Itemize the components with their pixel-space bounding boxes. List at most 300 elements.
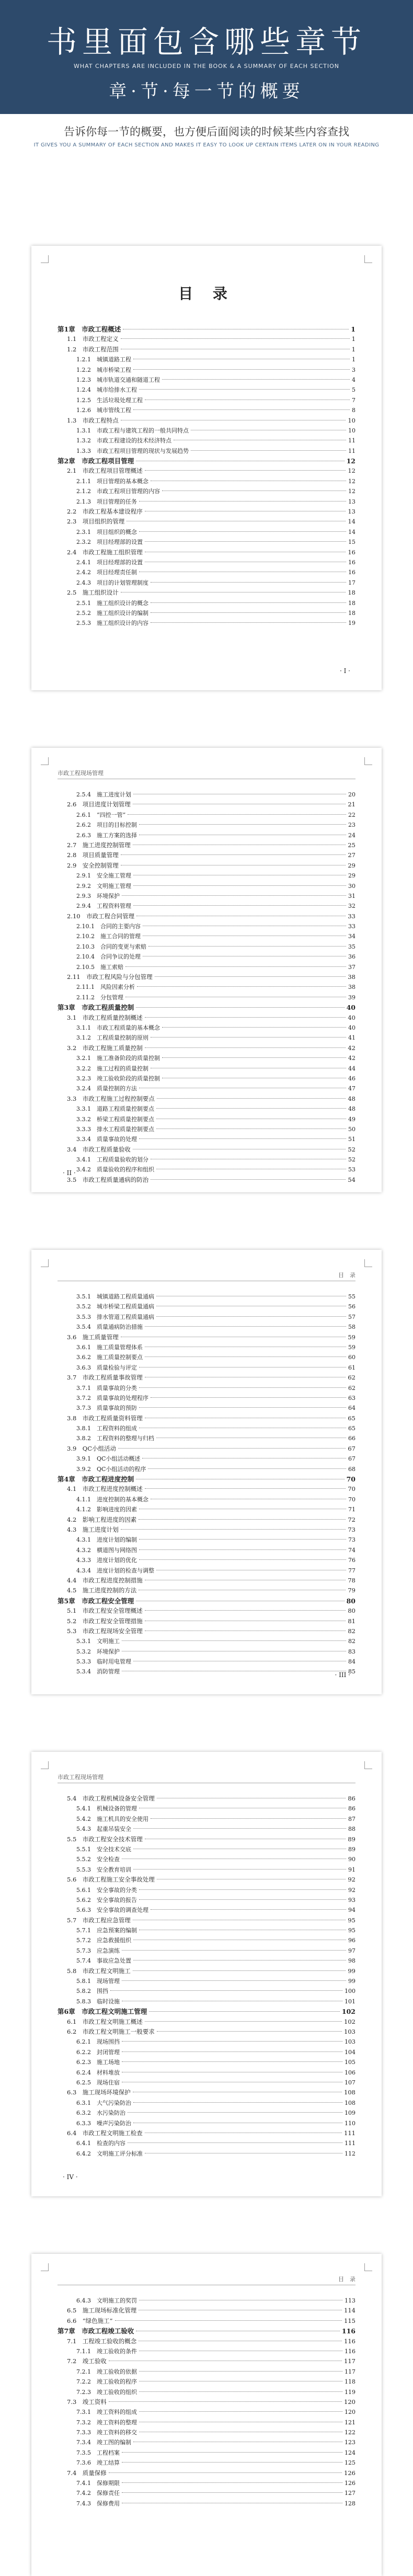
leader-dots: [151, 602, 346, 603]
toc-entry: [58, 1124, 355, 1134]
toc-page-number: 103: [344, 2027, 355, 2035]
toc-page-number: 64: [348, 1405, 355, 1412]
toc-page-number: 10: [348, 416, 355, 424]
toc-entry: [58, 911, 355, 921]
toc-entry-title: 2.5.3 施工组织设计的内容: [76, 620, 148, 627]
leader-dots: [145, 1610, 346, 1611]
toc-entry-title: 2.10.1 合同的主要内容: [76, 923, 141, 930]
toc-entry: [58, 1854, 355, 1864]
leader-dots: [151, 612, 346, 613]
toc-entry-title: 2.7 施工进度控制管理: [67, 841, 131, 849]
toc-page-number: 56: [348, 1303, 355, 1310]
toc-page-number: 114: [344, 2307, 355, 2315]
toc-entry-title: 2.1.2 市政工程项目管理的内容: [76, 488, 160, 495]
toc-entry-title: 2.6.1 “四控一管”: [76, 811, 126, 818]
toc-page-number: 18: [348, 599, 355, 607]
toc-entry: [58, 962, 355, 972]
toc-entry-title: 7.3.2 竣工资料的整理: [76, 2419, 137, 2426]
toc-entry: [58, 1844, 355, 1854]
leader-dots: [151, 1179, 346, 1180]
toc-entry-title: 2.4 市政工程施工组织管理: [67, 548, 143, 556]
toc-entry: [58, 1175, 355, 1185]
leader-dots: [122, 2051, 342, 2052]
toc-entry: [58, 1084, 355, 1093]
leader-dots: [145, 1047, 346, 1048]
toc-entry: [58, 2128, 355, 2138]
banner-subtitle: 章·节·每一节的概要: [109, 81, 304, 102]
leader-dots: [122, 1640, 346, 1641]
toc-entry-title: 3.9.1 QC小组活动概述: [76, 1455, 141, 1463]
toc-entry-title: 4.1.1 进度控制的基本概念: [76, 1496, 148, 1503]
page-number: · IV ·: [63, 2173, 78, 2181]
toc-page-number: 102: [341, 2008, 355, 2016]
toc-page-number: 103: [345, 2038, 355, 2046]
toc-entry-title: 第5章 市政工程安全管理: [58, 1597, 134, 1605]
toc-entry-title: 2.2 市政工程基本建设程序: [67, 508, 143, 516]
toc-entry-title: 2.1.1 项目管理的基本概念: [76, 477, 148, 485]
toc-entry-title: 3.3.4 质量事故的处理: [76, 1136, 137, 1143]
toc-entry-title: 7.4.3 保修费用: [76, 2500, 120, 2507]
toc-entry: [58, 2336, 355, 2346]
toc-entry-title: 3.4.2 质量验收的程序和组织: [76, 1166, 154, 1173]
toc-page-number: 17: [348, 579, 355, 586]
toc-page-number: 15: [348, 539, 355, 546]
toc-entry: [58, 931, 355, 941]
toc-entry-title: 5.3.3 临时用电管理: [76, 1658, 131, 1666]
toc-page-number: 93: [348, 1896, 355, 1903]
toc-entry-title: 7.4 质量保修: [67, 2469, 107, 2477]
toc-entry: [58, 1373, 355, 1383]
toc-entry: [58, 365, 355, 375]
leader-dots: [139, 1387, 346, 1388]
toc-content: [58, 2296, 355, 2555]
toc-entry-title: 6.2.1 现场围挡: [76, 2038, 120, 2046]
leader-dots: [122, 2462, 342, 2463]
toc-entry: [58, 2458, 355, 2468]
toc-entry-title: 6.1 市政工程文明施工概述: [67, 2018, 143, 2025]
toc-entry-title: 2.11.1 风险因素分析: [76, 984, 135, 991]
crop-mark: [41, 757, 49, 765]
toc-page-number: 61: [348, 1364, 355, 1371]
toc-entry-title: 1.2.3 城市轨道交通和隧道工程: [76, 376, 160, 383]
page-number: · I ·: [340, 667, 350, 675]
toc-page-number: 86: [348, 1795, 355, 1802]
toc-entry: [58, 2356, 355, 2366]
toc-entry: [58, 1997, 355, 2007]
toc-page-number: 111: [344, 2129, 355, 2137]
toc-page-number: 25: [348, 841, 355, 849]
toc-page-number: 116: [341, 2327, 355, 2335]
toc-entry-title: 3.7 市政工程质量事故管理: [67, 1374, 143, 1382]
toc-entry-title: 5.6.3 安全事故的调查处理: [76, 1907, 148, 1914]
toc-entry-title: 5.4 市政工程机械设备安全管理: [67, 1795, 155, 1802]
toc-page-number: 42: [348, 1044, 355, 1052]
toc-page-number: 16: [348, 569, 355, 576]
toc-entry-title: 5.8.3 临时设施: [76, 1998, 120, 2005]
toc-entry-title: 7.4.2 保修责任: [76, 2490, 120, 2497]
toc-entry: [58, 446, 355, 456]
toc-page-number: 89: [348, 1845, 355, 1853]
toc-page-number: 12: [346, 457, 355, 465]
toc-page-number: 52: [348, 1156, 355, 1164]
toc-entry-title: 7.3.6 竣工结算: [76, 2459, 120, 2467]
toc-entry-title: 5.7.1 应急预案的编制: [76, 1927, 137, 1934]
toc-page-number: 62: [348, 1374, 355, 1382]
toc-page-number: 52: [348, 1145, 355, 1153]
toc-page-number: 20: [348, 791, 355, 798]
toc-entry-title: 6.2.4 材料堆放: [76, 2069, 120, 2076]
toc-page-number: 124: [345, 2449, 355, 2456]
toc-page-number: 16: [348, 548, 355, 556]
toc-page-number: 30: [348, 882, 355, 890]
leader-dots: [133, 1960, 346, 1961]
toc-entry-title: 5.7 市政工程应急管理: [67, 1916, 131, 1924]
toc-entry: [58, 1444, 355, 1454]
leader-dots: [139, 531, 346, 532]
toc-page-number: 67: [348, 1455, 355, 1463]
toc-page-number: 34: [348, 933, 355, 940]
toc-page-number: 108: [344, 2089, 355, 2096]
toc-entry: [58, 1586, 355, 1595]
toc-entry-title: 4.1.2 影响进度的因素: [76, 1506, 137, 1513]
toc-entry-title: 3.6.1 施工质量管理体系: [76, 1343, 143, 1351]
leader-dots: [139, 2391, 342, 2392]
toc-entry: [58, 2387, 355, 2397]
toc-page-number: 21: [348, 801, 355, 808]
toc-page-number: 91: [348, 1866, 355, 1873]
toc-entry: [58, 1895, 355, 1905]
leader-dots: [151, 1397, 346, 1398]
toc-entry: [58, 1504, 355, 1514]
toc-chapter: [58, 456, 355, 466]
toc-entry-title: 4.5 施工进度控制的方法: [67, 1587, 137, 1594]
toc-entry-title: 3.3.2 桥梁工程质量控制要点: [76, 1115, 154, 1123]
toc-entry-title: 5.5.1 安全技术交底: [76, 1845, 131, 1853]
toc-entry-title: 3.9 QC小组活动: [67, 1444, 117, 1452]
toc-page: [31, 2254, 382, 2576]
leader-dots: [139, 1519, 346, 1520]
toc-entry: [58, 1606, 355, 1616]
leader-dots: [122, 895, 346, 896]
toc-page-number: 27: [348, 851, 355, 859]
toc-page-number: 29: [348, 861, 355, 869]
toc-entry: [58, 1794, 355, 1804]
crop-mark: [364, 255, 372, 263]
leader-dots: [122, 2452, 342, 2453]
toc-entry: [58, 993, 355, 1002]
toc-entry-title: 4.4 市政工程进度控制措施: [67, 1576, 143, 1584]
toc-entry-title: 2.5 施工组织设计: [67, 589, 119, 597]
intro-text: 告诉你每一节的概要，也方便后面阅读的时候某些内容查找: [64, 126, 349, 138]
toc-entry-title: 5.1 市政工程安全管理概述: [67, 1607, 143, 1615]
toc-entry: [58, 1814, 355, 1824]
toc-entry: [58, 375, 355, 385]
toc-entry-title: 6.5 施工现场标准化管理: [67, 2307, 137, 2315]
crop-mark: [41, 2263, 49, 2271]
leader-dots: [122, 1950, 346, 1951]
toc-page-number: 55: [348, 1293, 355, 1300]
toc-page-number: 46: [348, 1075, 355, 1082]
toc-content: [58, 282, 355, 669]
toc-entry: [58, 1064, 355, 1074]
toc-entry: [58, 2057, 355, 2067]
toc-entry: [58, 2149, 355, 2159]
leader-dots: [145, 1488, 346, 1489]
toc-entry: [58, 1545, 355, 1555]
toc-entry: [58, 901, 355, 911]
leader-dots: [110, 1990, 342, 1991]
toc-entry: [58, 405, 355, 415]
toc-page-number: 112: [345, 2150, 355, 2157]
leader-dots: [139, 1539, 346, 1540]
toc-page-number: 110: [345, 2119, 355, 2127]
toc-page-number: 86: [348, 1805, 355, 1813]
toc-page-number: 89: [348, 1835, 355, 1843]
toc-entry: [58, 1925, 355, 1935]
toc-page-number: 82: [348, 1638, 355, 1645]
toc-entry: [58, 2427, 355, 2437]
toc-page-number: 57: [348, 1313, 355, 1320]
leader-dots: [128, 2142, 342, 2143]
page-number: · II ·: [63, 1169, 76, 1177]
toc-entry: [58, 1013, 355, 1023]
toc-entry-title: 4.3.1 进度计划的编制: [76, 1536, 137, 1544]
toc-page-number: 100: [345, 1988, 355, 1995]
toc-entry-title: 7.3.5 工程档案: [76, 2449, 120, 2456]
toc-page-number: 126: [345, 2480, 355, 2487]
toc-entry: [58, 810, 355, 820]
leader-dots: [133, 1869, 346, 1870]
toc-page-number: 62: [348, 1384, 355, 1392]
toc-page-number: 13: [348, 498, 355, 505]
toc-entry: [58, 2037, 355, 2047]
toc-entry-title: 7.3.3 竣工资料的移交: [76, 2429, 137, 2436]
leader-dots: [121, 1529, 346, 1530]
toc-page-number: 105: [345, 2059, 355, 2066]
toc-entry: [58, 1104, 355, 1114]
toc-entry-title: 2.4.3 项目的计划管理制度: [76, 579, 148, 586]
toc-entry-title: 3.5.4 质量通病防治措施: [76, 1324, 143, 1331]
toc-chapter: [58, 2007, 355, 2016]
toc-page-number: 77: [348, 1567, 355, 1574]
toc-page-number: 95: [348, 1916, 355, 1924]
leader-dots: [109, 2472, 342, 2473]
toc-entry: [58, 1956, 355, 1966]
toc-page-number: 8: [352, 407, 355, 414]
leader-dots: [155, 976, 346, 977]
toc-entry: [58, 1332, 355, 1342]
toc-entry: [58, 891, 355, 901]
toc-entry: [58, 1576, 355, 1586]
toc-entry: [58, 1515, 355, 1525]
toc-entry: [58, 1535, 355, 1545]
toc-entry: [58, 2296, 355, 2306]
toc-entry-title: 2.9 安全控制管理: [67, 861, 119, 869]
toc-entry-title: 7.2.3 竣工验收的组织: [76, 2388, 137, 2396]
crop-mark: [41, 255, 49, 263]
toc-entry-title: 5.8 市政工程文明施工: [67, 1967, 131, 1975]
toc-entry: [58, 1667, 355, 1677]
toc-entry-title: 7.3 竣工资料: [67, 2398, 107, 2406]
toc-entry: [58, 820, 355, 830]
toc-entry-title: 2.5.4 施工进度计划: [76, 791, 131, 798]
leader-dots: [156, 1316, 346, 1317]
leader-dots: [157, 2031, 342, 2032]
crop-mark: [364, 1259, 372, 1267]
toc-entry: [58, 2316, 355, 2326]
toc-page-number: 80: [348, 1607, 355, 1615]
toc-entry-title: 3.7.3 质量事故的预防: [76, 1405, 137, 1412]
toc-entry: [58, 2478, 355, 2488]
toc-entry-title: 5.4.3 起重吊装安全: [76, 1826, 131, 1833]
toc-page: [31, 748, 382, 1192]
toc-page-number: 96: [348, 1937, 355, 1944]
leader-dots: [128, 2112, 342, 2113]
toc-entry: [58, 395, 355, 405]
toc-entry-title: 5.6.1 安全事故的分类: [76, 1886, 137, 1894]
toc-entry-title: 4.1 市政工程进度控制概述: [67, 1485, 143, 1493]
toc-page-number: 48: [348, 1105, 355, 1113]
leader-dots: [148, 1468, 346, 1469]
toc-entry: [58, 486, 355, 496]
toc-entry: [58, 1905, 355, 1915]
toc-page-number: 1: [351, 325, 355, 333]
toc-entry-title: 3.2.1 施工准备阶段的质量控制: [76, 1055, 160, 1062]
leader-dots: [145, 541, 346, 542]
toc-page-number: 39: [348, 994, 355, 1001]
leader-dots: [162, 1057, 346, 1058]
toc-entry-title: 5.7.4 事故应急处置: [76, 1957, 131, 1965]
toc-entry: [58, 2047, 355, 2057]
header-banner: [0, 0, 413, 114]
toc-entry-title: 6.3 施工现场环境保护: [67, 2089, 131, 2096]
toc-page-number: 1: [352, 356, 355, 363]
toc-page-number: 3: [352, 366, 355, 373]
toc-page-number: 33: [348, 923, 355, 930]
toc-entry-title: 3.6 施工质量管理: [67, 1333, 119, 1341]
toc-entry-title: 2.6 项目进度计划管理: [67, 801, 131, 808]
toc-entry: [58, 1033, 355, 1043]
toc-page-number: 12: [348, 477, 355, 485]
toc-entry-title: 3.3.1 道路工程质量控制要点: [76, 1105, 154, 1113]
toc-entry: [58, 2488, 355, 2498]
toc-entry-title: 3.2.2 施工过程的质量控制: [76, 1065, 148, 1072]
toc-entry-title: 1.3.1 市政工程与建筑工程的一般共同特点: [76, 427, 189, 434]
toc-entry: [58, 1566, 355, 1576]
toc-entry-title: 5.4.1 机械设备的管理: [76, 1805, 137, 1813]
toc-page-number: 71: [348, 1506, 355, 1513]
toc-entry-title: 7.2.2 竣工验收的程序: [76, 2378, 137, 2386]
toc-entry-title: 5.7.2 应急救援组织: [76, 1937, 131, 1944]
toc-entry: [58, 1464, 355, 1474]
toc-entry-title: 5.8.2 围挡: [76, 1988, 108, 1995]
toc-entry-title: 3.4 市政工程质量验收: [67, 1145, 131, 1153]
running-head: 市政工程现场管理: [58, 1773, 355, 1783]
toc-page-number: 99: [348, 1978, 355, 1985]
crop-mark: [364, 2263, 372, 2271]
leader-dots: [149, 2011, 340, 2012]
toc-entry: [58, 830, 355, 840]
toc-entry: [58, 1865, 355, 1875]
toc-entry-title: 3.8.2 工程资料的整理与归档: [76, 1435, 154, 1442]
toc-entry-title: 5.6.2 安全事故的报告: [76, 1896, 137, 1903]
leader-dots: [139, 389, 350, 390]
toc-entry: [58, 608, 355, 618]
toc-page-number: 12: [348, 488, 355, 495]
toc-entry: [58, 2068, 355, 2078]
toc-entry-title: 第4章 市政工程进度控制: [58, 1475, 134, 1484]
leader-dots: [125, 966, 346, 967]
toc-entry-title: 3.7.2 质量事故的处理程序: [76, 1394, 148, 1401]
leader-dots: [148, 946, 346, 947]
toc-entry-title: 2.6.2 项目的目标控制: [76, 822, 137, 829]
toc-page-number: 13: [348, 508, 355, 516]
toc-page-number: 99: [348, 1967, 355, 1975]
toc-entry: [58, 1916, 355, 1925]
toc-entry: [58, 436, 355, 446]
toc-entry: [58, 334, 355, 344]
toc-entry: [58, 355, 355, 364]
toc-entry-title: 5.2 市政工程安全管理措施: [67, 1617, 143, 1625]
toc-entry-title: 2.5.1 施工组织设计的概念: [76, 599, 148, 607]
leader-dots: [151, 1909, 346, 1910]
toc-entry-title: 2.11 市政工程风险与分包管理: [67, 973, 153, 981]
toc-entry: [58, 567, 355, 577]
toc-entry-title: 6.3.3 噪声污染防治: [76, 2119, 131, 2127]
toc-page-number: 65: [348, 1414, 355, 1422]
toc-entry: [58, 1804, 355, 1814]
toc-entry-title: 6.4.1 检查的内容: [76, 2140, 125, 2147]
toc-page-number: 16: [348, 558, 355, 566]
toc-entry: [58, 2088, 355, 2098]
toc-page-number: 4: [352, 376, 355, 383]
toc-entry-title: 2.10.4 合同争议的处理: [76, 953, 141, 961]
toc-entry-title: 6.3.2 水污染防治: [76, 2110, 125, 2117]
toc-entry: [58, 1976, 355, 1986]
toc-entry-title: 3.5.1 城镇道路工程质量通病: [76, 1293, 154, 1300]
toc-page-number: 82: [348, 1627, 355, 1635]
toc-entry: [58, 1302, 355, 1312]
toc-page-number: 92: [348, 1886, 355, 1894]
leader-dots: [122, 2492, 342, 2493]
toc-entry-title: 7.2 竣工验收: [67, 2357, 107, 2365]
toc-entry: [58, 2418, 355, 2427]
toc-entry: [58, 2098, 355, 2108]
crop-mark: [364, 1761, 372, 1769]
toc-page-number: 58: [348, 1324, 355, 1331]
toc-page-number: 117: [345, 2368, 355, 2375]
toc-page-number: 22: [348, 811, 355, 818]
toc-entry: [58, 497, 355, 507]
toc-entry: [58, 1946, 355, 1956]
toc-entry: [58, 800, 355, 810]
page-number: · III ·: [335, 1671, 350, 1679]
toc-page-number: 72: [348, 1515, 355, 1523]
toc-page-number: 38: [348, 984, 355, 991]
leader-dots: [133, 1970, 346, 1971]
toc-entry: [58, 1043, 355, 1053]
leader-dots: [133, 1828, 346, 1829]
leader-dots: [156, 1108, 346, 1109]
toc-page-number: 97: [348, 1947, 355, 1954]
toc-entry-title: 7.3.1 竣工资料的组成: [76, 2409, 137, 2416]
toc-entry: [58, 2407, 355, 2417]
toc-entry: [58, 1292, 355, 1302]
toc-entry: [58, 1885, 355, 1895]
toc-page-number: 40: [348, 1024, 355, 1031]
toc-entry: [58, 871, 355, 881]
toc-entry-title: 1.2 市政工程范围: [67, 345, 119, 353]
